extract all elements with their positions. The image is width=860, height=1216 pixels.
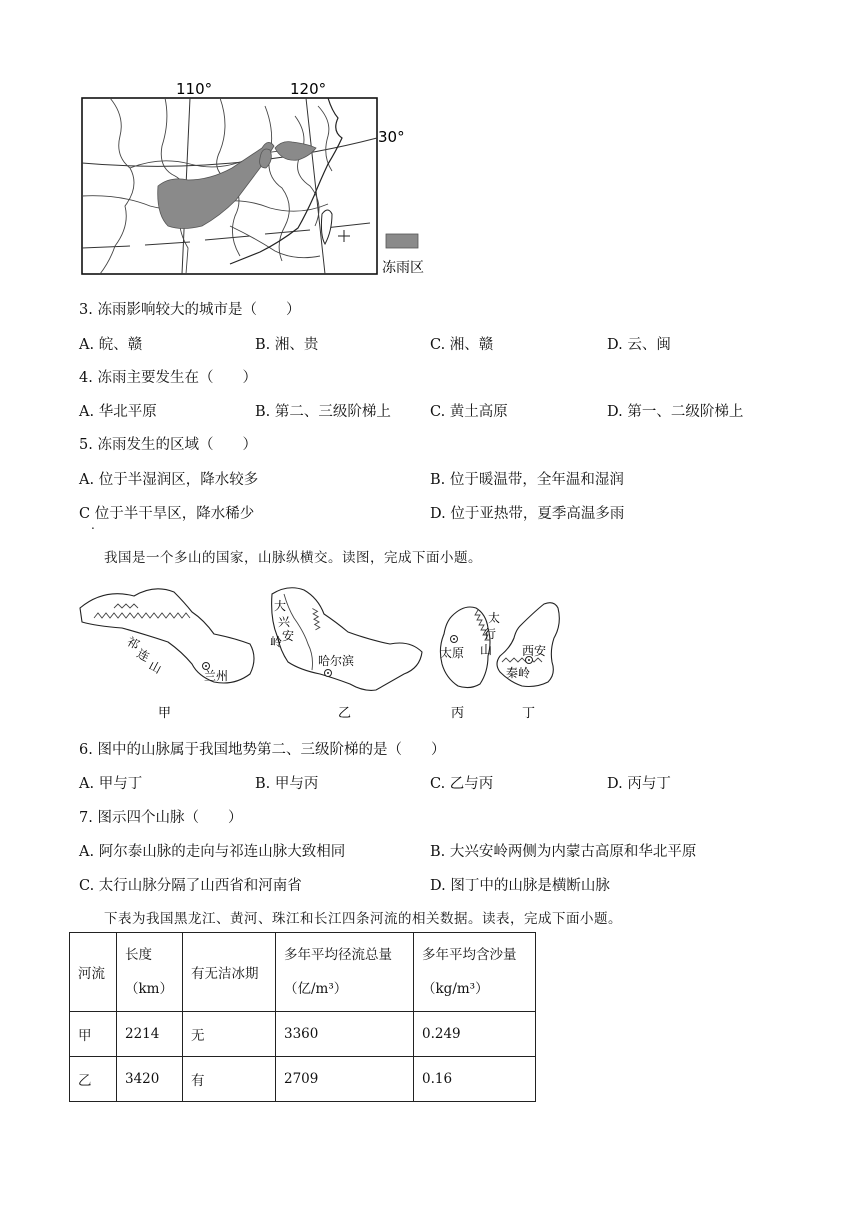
- panel-ding-map: [497, 603, 559, 721]
- label-da: 大: [274, 599, 287, 613]
- label-taiyuan: 太原: [440, 646, 465, 660]
- label-lanzhou: 兰州: [204, 669, 229, 683]
- q4-option-d[interactable]: D. 第一、二级阶梯上: [607, 404, 744, 420]
- cell-ice: 有: [183, 1057, 276, 1102]
- q7-option-b[interactable]: B. 大兴安岭两侧为内蒙古高原和华北平原: [430, 844, 697, 860]
- label-lian: 连: [134, 646, 152, 665]
- label-shan2: 山: [480, 643, 493, 657]
- header-sediment: 多年平均含沙量 （kg/m³）: [414, 933, 536, 1012]
- header-length: 长度 （km）: [117, 933, 183, 1012]
- label-an: 安: [282, 629, 295, 643]
- label-harbin: 哈尔滨: [318, 654, 355, 668]
- header-river: 河流: [70, 933, 117, 1012]
- cell-sediment: 0.16: [414, 1057, 536, 1102]
- q6-option-d[interactable]: D. 丙与丁: [607, 776, 671, 792]
- cell-runoff: 2709: [276, 1057, 414, 1102]
- question-4-stem: 4. 冻雨主要发生在（ ）: [79, 370, 257, 386]
- panel-label-ding: 丁: [522, 706, 536, 721]
- label-xian: 西安: [522, 644, 547, 658]
- q3-option-d[interactable]: D. 云、闽: [607, 337, 671, 353]
- question-3-stem: 3. 冻雨影响较大的城市是（ ）: [79, 302, 301, 318]
- stray-dot: .: [91, 518, 95, 532]
- cell-river: 甲: [70, 1012, 117, 1057]
- lat-label-30: 30°: [378, 128, 405, 146]
- q7-option-c[interactable]: C. 太行山脉分隔了山西省和河南省: [79, 878, 302, 894]
- table-header-row: [70, 933, 536, 1012]
- cell-ice: 无: [183, 1012, 276, 1057]
- mountain-maps: [74, 578, 574, 728]
- q3-option-b[interactable]: B. 湘、贵: [255, 337, 319, 353]
- panel-jia-map: [80, 589, 254, 721]
- label-qi: 祁: [124, 634, 142, 653]
- legend-swatch: [386, 234, 418, 248]
- q4-option-a[interactable]: A. 华北平原: [79, 404, 157, 420]
- label-ling: 岭: [270, 635, 283, 649]
- cell-sediment: 0.249: [414, 1012, 536, 1057]
- q4-option-b[interactable]: B. 第二、三级阶梯上: [255, 404, 391, 420]
- lon-label-120: 120°: [290, 80, 327, 98]
- q5-option-a[interactable]: A. 位于半湿润区，降水较多: [79, 472, 259, 488]
- q7-option-d[interactable]: D. 图丁中的山脉是横断山脉: [430, 878, 610, 894]
- legend-label: 冻雨区: [382, 260, 424, 276]
- cell-length: 3420: [117, 1057, 183, 1102]
- panel-label-yi: 乙: [338, 706, 352, 721]
- q6-option-c[interactable]: C. 乙与丙: [430, 776, 494, 792]
- cell-river: 乙: [70, 1057, 117, 1102]
- label-hang: 行: [484, 627, 497, 641]
- panel-bing-map: [440, 607, 500, 721]
- q5-option-d[interactable]: D. 位于亚热带，夏季高温多雨: [430, 506, 625, 522]
- question-5-stem: 5. 冻雨发生的区域（ ）: [79, 437, 257, 453]
- panel-label-jia: 甲: [158, 706, 172, 721]
- mountains-passage: 我国是一个多山的国家，山脉纵横交。读图，完成下面小题。: [104, 550, 482, 566]
- label-qinling: 秦岭: [506, 666, 531, 680]
- label-shan: 山: [146, 658, 164, 677]
- q4-option-c[interactable]: C. 黄土高原: [430, 404, 508, 420]
- river-data-table: [69, 932, 536, 1102]
- cell-length: 2214: [117, 1012, 183, 1057]
- rivers-passage: 下表为我国黑龙江、黄河、珠江和长江四条河流的相关数据。读表，完成下面小题。: [104, 911, 622, 927]
- q7-option-a[interactable]: A. 阿尔泰山脉的走向与祁连山脉大致相同: [79, 844, 346, 860]
- label-tai: 太: [488, 611, 501, 625]
- table-row: [70, 1012, 536, 1057]
- panel-yi-map: [270, 588, 422, 721]
- q3-option-c[interactable]: C. 湘、赣: [430, 337, 494, 353]
- cell-runoff: 3360: [276, 1012, 414, 1057]
- lon-label-110: 110°: [176, 80, 213, 98]
- question-7-stem: 7. 图示四个山脉（ ）: [79, 810, 243, 826]
- panel-label-bing: 丙: [451, 706, 465, 721]
- q5-option-b[interactable]: B. 位于暖温带，全年温和湿润: [430, 472, 624, 488]
- q3-option-a[interactable]: A. 皖、赣: [79, 337, 143, 353]
- q5-option-c[interactable]: C 位于半干旱区，降水稀少: [79, 506, 255, 522]
- freezing-rain-map: [70, 76, 460, 282]
- header-ice-period: 有无洁冰期: [183, 933, 276, 1012]
- question-6-stem: 6. 图中的山脉属于我国地势第二、三级阶梯的是（ ）: [79, 742, 446, 758]
- q6-option-a[interactable]: A. 甲与丁: [79, 776, 143, 792]
- label-xing: 兴: [278, 615, 291, 629]
- q6-option-b[interactable]: B. 甲与丙: [255, 776, 319, 792]
- table-row: [70, 1057, 536, 1102]
- header-runoff: 多年平均径流总量 （亿/m³）: [276, 933, 414, 1012]
